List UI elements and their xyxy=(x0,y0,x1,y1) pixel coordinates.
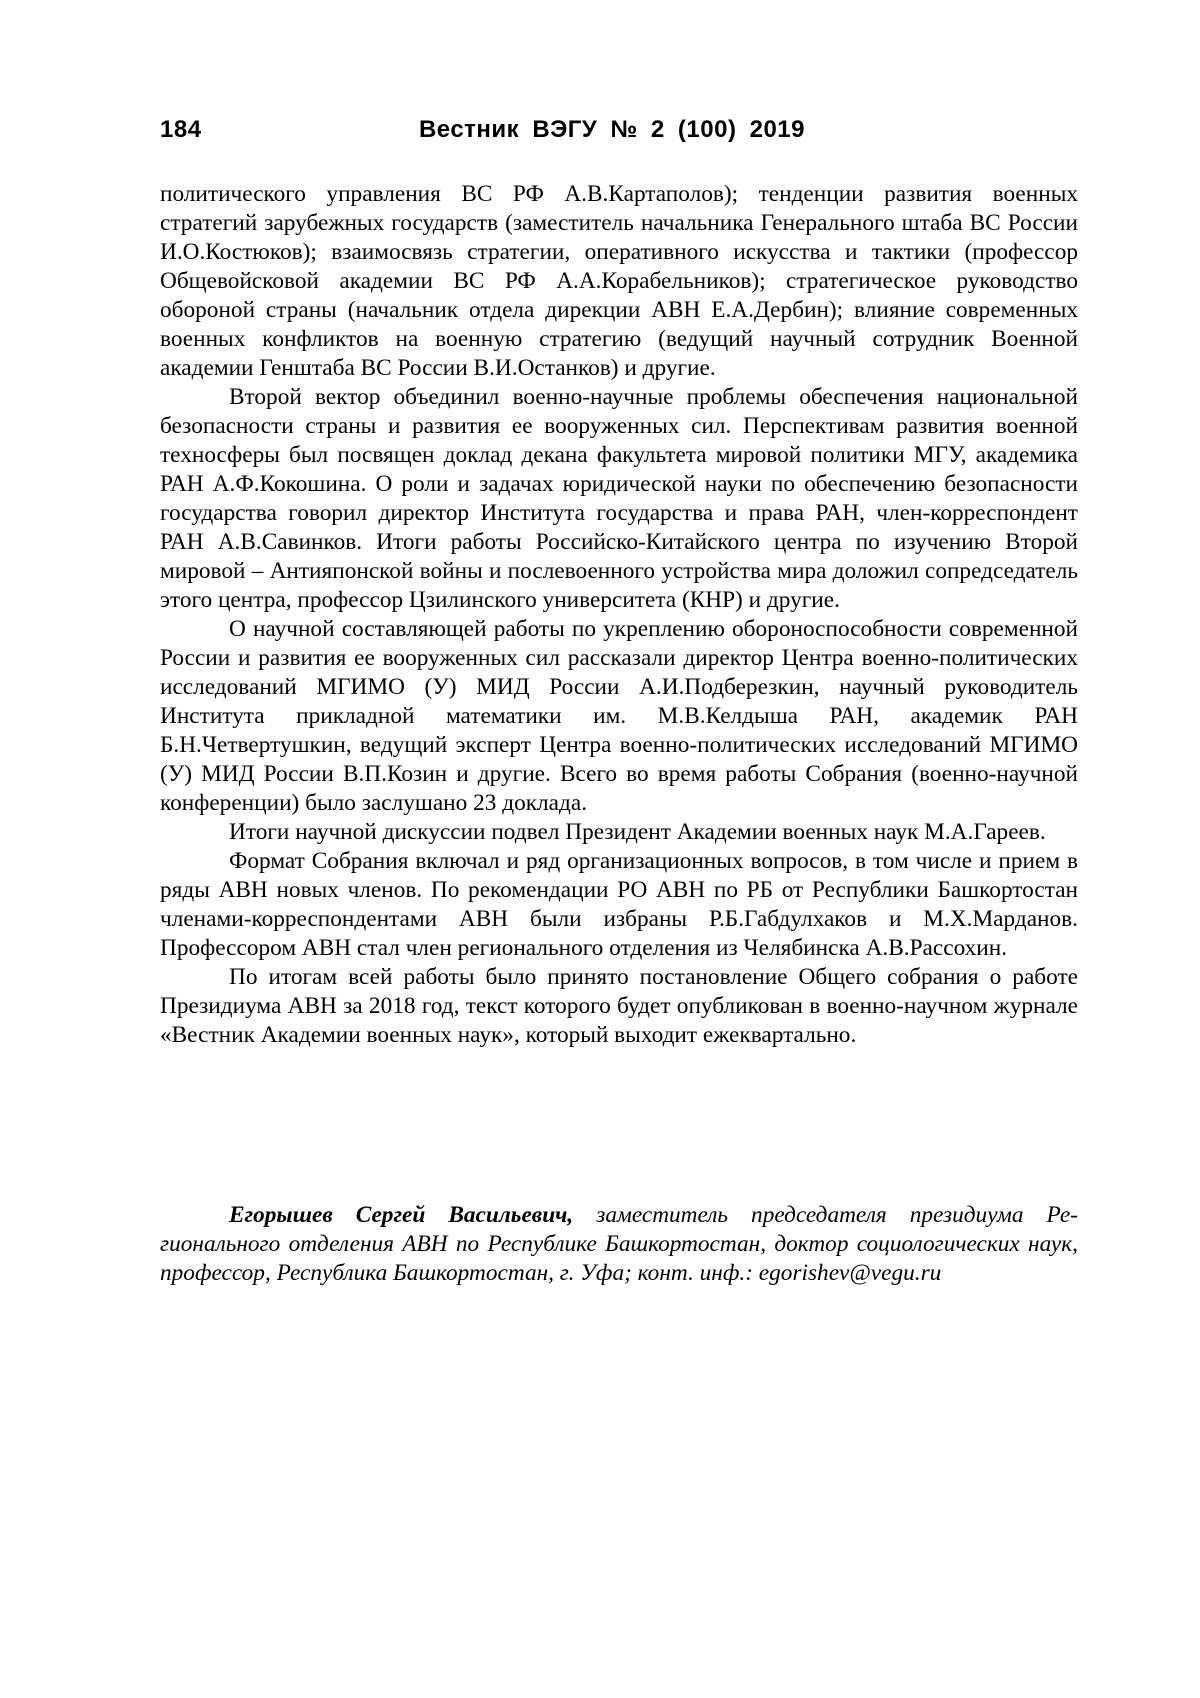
paragraph-6: По итогам всей работы было принято постановление Общего собрания о работе Президиума АВН за 2018 год, текст которого будет опубликован в военно-научном журнале «Вестник Академии военных наук», который выходит ежеквартально. xyxy=(160,964,1078,1048)
paragraph-3: О научной составляющей работы по укреплению обороноспособности современной России и развития ее вооруженных сил рассказали директор Центра военно-политических исследований МГИМО (У) МИД России А.И.Подберезкин, научный руководитель Института прикладной математики им. М.В.Келдыша РАН, академик РАН Б.Н.Четвертушкин, ведущий эксперт Центра военно-политических исследований МГИМО (У) МИД России В.П.Козин и другие. Всего во время работы Собрания (военно-научной конференции) было заслушано 23 доклада. xyxy=(160,616,1078,816)
page-number: 184 xyxy=(160,116,202,143)
journal-title: Вестник ВЭГУ № 2 (100) 2019 xyxy=(418,116,805,143)
article-body xyxy=(160,180,1078,1050)
paragraph-4: Итоги научной дискуссии подвел Президент Академии военных наук М.А.Гареев. xyxy=(229,819,1046,845)
paragraph-5: Формат Собрания включал и ряд организационных вопросов, в том числе и прием в ряды АВН новых членов. По рекомендации РО АВН по РБ от Республики Башкортостан членами-корреспондентами АВН были избраны Р.Б.Габдулхаков и М.Х.Марданов. Профессором АВН стал член регионального отделения из Челябинска А.В.Рассохин. xyxy=(160,848,1078,961)
author-description: заместитель председателя президиума Регионального отделения АВН по Республике Башкортостан, доктор социологических наук, профессор, Республика Башкортостан, г. Уфа; конт. инф.: egorishev@vegu.ru xyxy=(160,1202,1078,1286)
author-note xyxy=(160,1201,1078,1288)
author-name: Егорышев Сергей Васильевич, xyxy=(229,1202,574,1228)
paragraph-2: Второй вектор объединил военно-научные проблемы обеспечения национальной безопасности страны и развития ее вооруженных сил. Перспективам развития военной техносферы был посвящен доклад декана факультета мировой политики МГУ, академика РАН А.Ф.Кокошина. О роли и задачах юридической науки по обеспечению безопасности государства говорил директор Института государства и права РАН, член-корреспондент РАН А.В.Савинков. Итоги работы Российско-Китайского центра по изучению Второй мировой – Антияпонской войны и послевоенного устройства мира доложил сопредседатель этого центра, профессор Цзилинского университета (КНР) и другие. xyxy=(160,384,1078,613)
page-header xyxy=(160,116,805,150)
paragraph-1: политического управления ВС РФ А.В.Картаполов); тенденции развития военных стратегий зарубежных государств (заместитель начальника Генерального штаба ВС России И.О.Костюков); взаимосвязь стратегии, оперативного искусства и тактики (профессор Общевойсковой академии ВС РФ А.А.Корабельников); стратегическое руководство обороной страны (начальник отдела дирекции АВН Е.А.Дербин); влияние современных военных конфликтов на военную стратегию (ведущий научный сотрудник Военной академии Генштаба ВС России В.И.Останков) и другие. xyxy=(160,181,1078,381)
